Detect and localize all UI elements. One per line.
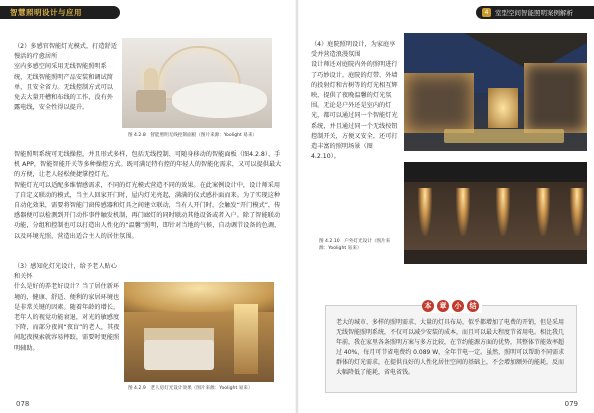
section-heading-3: （3）感知化灯光设计，给予老人贴心和关怀: [14, 263, 117, 281]
paragraph-controls: 智能照明系统可无线操控，并且形式多样，包括无线控制、可随身移动的智能面板（图4.2.8）、手机 APP，智能智能开关等多种操控方式。既可满足特有控的年轻人的智能化需求，又可以提供最大的方便，让老人轻松便捷掌控灯光。: [14, 151, 282, 179]
chapter-number: 4: [482, 8, 491, 17]
figure-4-2-9-caption: 图 4.2.9 老人房灯光设计效果（图片来源：Yoolight 易来）: [128, 386, 253, 391]
running-header-right: [476, 6, 594, 19]
figure-4-2-8-caption: 图 4.2.8 智能照明无线控制面板（图片来源：Yoolight 易来）: [128, 133, 258, 138]
paragraph-courtyard: 设计师还对庭院内外的照明进行了巧妙设计。庭院的灯带、外墙的投射灯和古树等的灯光相互辉映，提供了夜晚温馨的灯光氛围。无论是户外还是室内的灯光，都可以通过同一个智能灯光系统，并且通过同一个无线按钮控制开关，方便又安全，还可打造丰富的照明场景（图4.2.10）。: [311, 61, 398, 161]
section-heading-4: （4）庭院照明设计，为家庭享受并营造浪漫氛围: [311, 41, 396, 59]
header-title-right: 室型空间智能照明案例解析: [495, 9, 573, 17]
summary-char-4: 结: [467, 300, 479, 312]
text-block-1: [14, 42, 118, 113]
page-number-right: 079: [564, 400, 578, 408]
gutter: [295, 0, 299, 413]
summary-badge: [422, 299, 482, 313]
page-number-left: 078: [16, 400, 30, 408]
summary-char-1: 本: [422, 300, 434, 312]
paragraph-wireless: 室内多感空间采用无线智能照明系统，无线智能照明产品安装和调试简单，且安全省力。无线控制方式可以免去大量开槽和布线的工作，没有外露电线，安全性得以提升。: [14, 63, 113, 112]
paragraph-elderly: 什么是好的养老好设计？当了居住新环境的，健康、舒适、便利的家居环境也是非常关键的因素。随着年龄的增长，老年人的视觉功能衰退，对光的敏感度下降，而部分夜间“夜盲”的老人，其夜间起夜摸索就容易摔跤，需要时更能照明辅助。: [14, 283, 120, 352]
text-block-3: [14, 262, 120, 354]
section-heading-2: （2）多感官智能灯光模式，打造舒适慢活的疗愈居所: [14, 43, 117, 61]
right-page: [297, 0, 594, 413]
text-block-2: [14, 150, 286, 242]
text-block-right: [311, 40, 401, 162]
figure-4-2-10-caption: 图 4.2.10 户外灯光设计（图片来源：Yoolight 易来）: [319, 239, 391, 251]
paragraph-modes: 智能灯光可以适配多维情感需求，不同的灯光模式营造不同的效果。在此案例设计中，设计师采用了自定义联动的模式，当主人回家开门时，屋内灯光亮起，满满的仪式感扑面而来。为了实现这种自动化效果，需要将智能门窗传感器和灯具之间建立联动，当有人开门时，会触发“开门模式”，传感器便可以检测到开门动作事件触发机制，再门廊灯的同时联动其他设备或者入户。除了智能联动功能，分组和控制也可以打造出人性化的“温馨”照明，即针对当地的气候，自动调节设备的色调，以及环境光照，营造出适合主人的居住氛围。: [14, 181, 281, 240]
courtyard-night-photo: [404, 33, 587, 151]
summary-char-3: 小: [452, 300, 464, 312]
figure-4-2-9-photo: [124, 282, 274, 382]
wall-lights-photo: [404, 162, 587, 264]
chapter-summary-box: [325, 302, 577, 393]
summary-text: 老大的城市、多样的照明需求、大量的灯具布局，似乎都增加了电费的开销，但是采用无线智能照明系统，不仅可以减少安装的成本，而且可以最大程度节省用电。相比我几年前，我在家里各条照明方案与多方比较，在节约能源方面的优势，其整体节能效率超过 40%，每月可节省电费约 0.089 W，全年节电一定。虽然，照明可以帮助不同需求群体的灯光需求，在提供良好的人性化居住空间的基础上，不会增加额外的能耗，反而大幅降低了能耗，省电省钱。: [336, 319, 565, 376]
figure-4-2-8-photo: [122, 38, 272, 128]
summary-char-2: 章: [437, 300, 449, 312]
running-header-left: [0, 6, 120, 19]
header-title-left: 智慧照明设计与应用: [10, 8, 82, 17]
